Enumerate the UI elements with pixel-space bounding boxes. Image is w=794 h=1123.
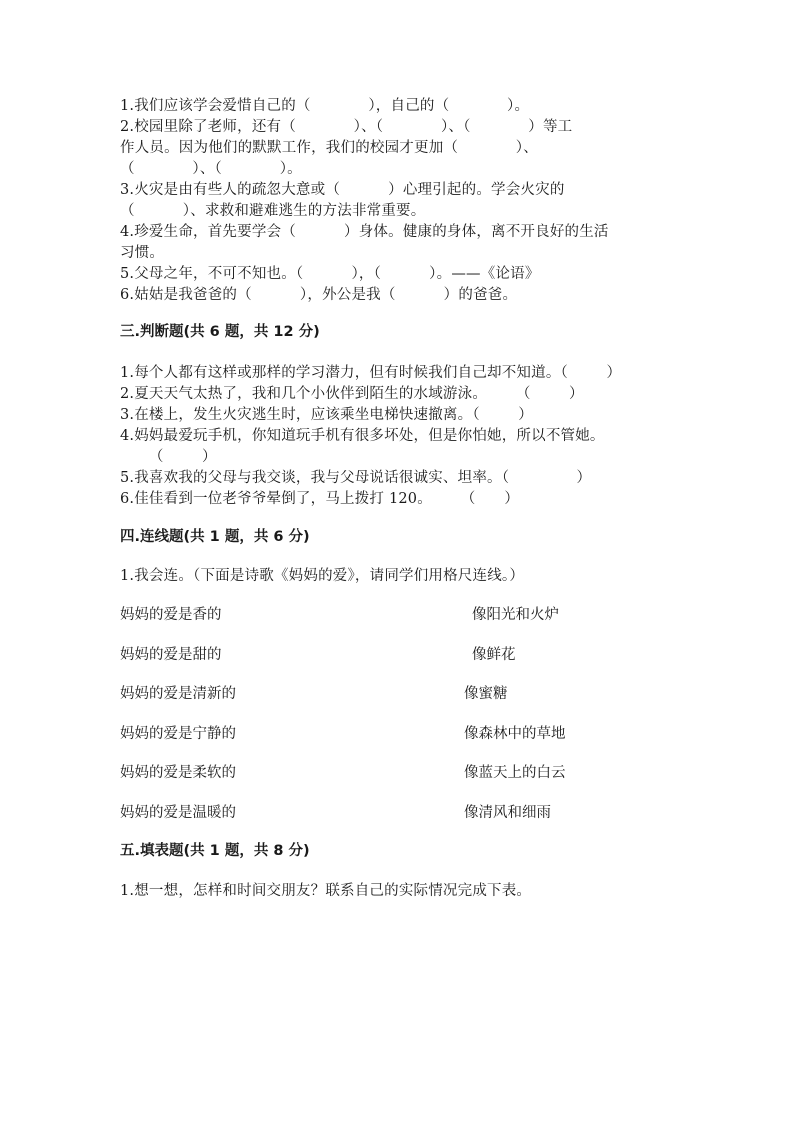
judge-line: 5.我喜欢我的父母与我交谈，我与父母说话很诚实、坦率。（ ） xyxy=(120,470,592,486)
fill-line: 6.姑姑是我爸爸的（ ），外公是我（ ）的爸爸。 xyxy=(120,287,518,303)
judge-line: （ ） xyxy=(120,449,217,465)
match-right-item: 像鲜花 xyxy=(472,647,516,663)
match-right-item: 像阳光和火炉 xyxy=(472,607,559,623)
match-right-item: 像蜜糖 xyxy=(464,686,508,702)
section-heading-judge: 三.判断题(共 6 题，共 12 分) xyxy=(120,324,320,340)
judge-line: 4.妈妈最爱玩手机，你知道玩手机有很多坏处，但是你怕她，所以不管她。 xyxy=(120,428,605,444)
fill-line: 习惯。 xyxy=(120,245,165,261)
match-left-item: 妈妈的爱是清新的 xyxy=(120,686,236,702)
judge-line: 3.在楼上，发生火灾逃生时，应该乘坐电梯快速撤离。（ ） xyxy=(120,407,533,423)
match-left-item: 妈妈的爱是宁静的 xyxy=(120,726,236,742)
section-heading-table: 五.填表题(共 1 题，共 8 分) xyxy=(120,843,310,859)
match-question: 1.我会连。（下面是诗歌《妈妈的爱》，请同学们用格尺连线。） xyxy=(120,568,525,584)
fill-line: （ ）、求救和避难逃生的方法非常重要。 xyxy=(120,203,426,219)
match-left-item: 妈妈的爱是甜的 xyxy=(120,647,222,663)
judge-line: 1.每个人都有这样或那样的学习潜力，但有时候我们自己却不知道。（ ） xyxy=(120,365,622,381)
fill-line: 1.我们应该学会爱惜自己的（ ），自己的（ ）。 xyxy=(120,98,530,114)
match-right-item: 像森林中的草地 xyxy=(464,726,566,742)
fill-line: （ ）、（ ）。 xyxy=(120,161,302,177)
table-question: 1.想一想，怎样和时间交朋友？联系自己的实际情况完成下表。 xyxy=(120,883,532,899)
match-left-item: 妈妈的爱是香的 xyxy=(120,607,222,623)
judge-line: 2.夏天天气太热了，我和几个小伙伴到陌生的水域游泳。 （ ） xyxy=(120,386,584,402)
match-left-item: 妈妈的爱是温暖的 xyxy=(120,805,236,821)
match-left-item: 妈妈的爱是柔软的 xyxy=(120,765,236,781)
match-right-item: 像清风和细雨 xyxy=(464,805,551,821)
fill-line: 2.校园里除了老师，还有（ ）、（ ）、（ ）等工 xyxy=(120,119,573,135)
fill-line: 3.火灾是由有些人的疏忽大意或（ ）心理引起的。学会火灾的 xyxy=(120,182,565,198)
judge-line: 6.佳佳看到一位老爷爷晕倒了，马上拨打 120。 （ ） xyxy=(120,491,520,507)
fill-line: 作人员。因为他们的默默工作，我们的校园才更加（ ）、 xyxy=(120,140,538,156)
match-right-item: 像蓝天上的白云 xyxy=(464,765,566,781)
fill-line: 4.珍爱生命，首先要学会（ ）身体。健康的身体，离不开良好的生活 xyxy=(120,224,609,240)
fill-line: 5.父母之年，不可不知也。（ ），（ ）。——《论语》 xyxy=(120,266,540,282)
section-heading-match: 四.连线题(共 1 题，共 6 分) xyxy=(120,529,310,545)
